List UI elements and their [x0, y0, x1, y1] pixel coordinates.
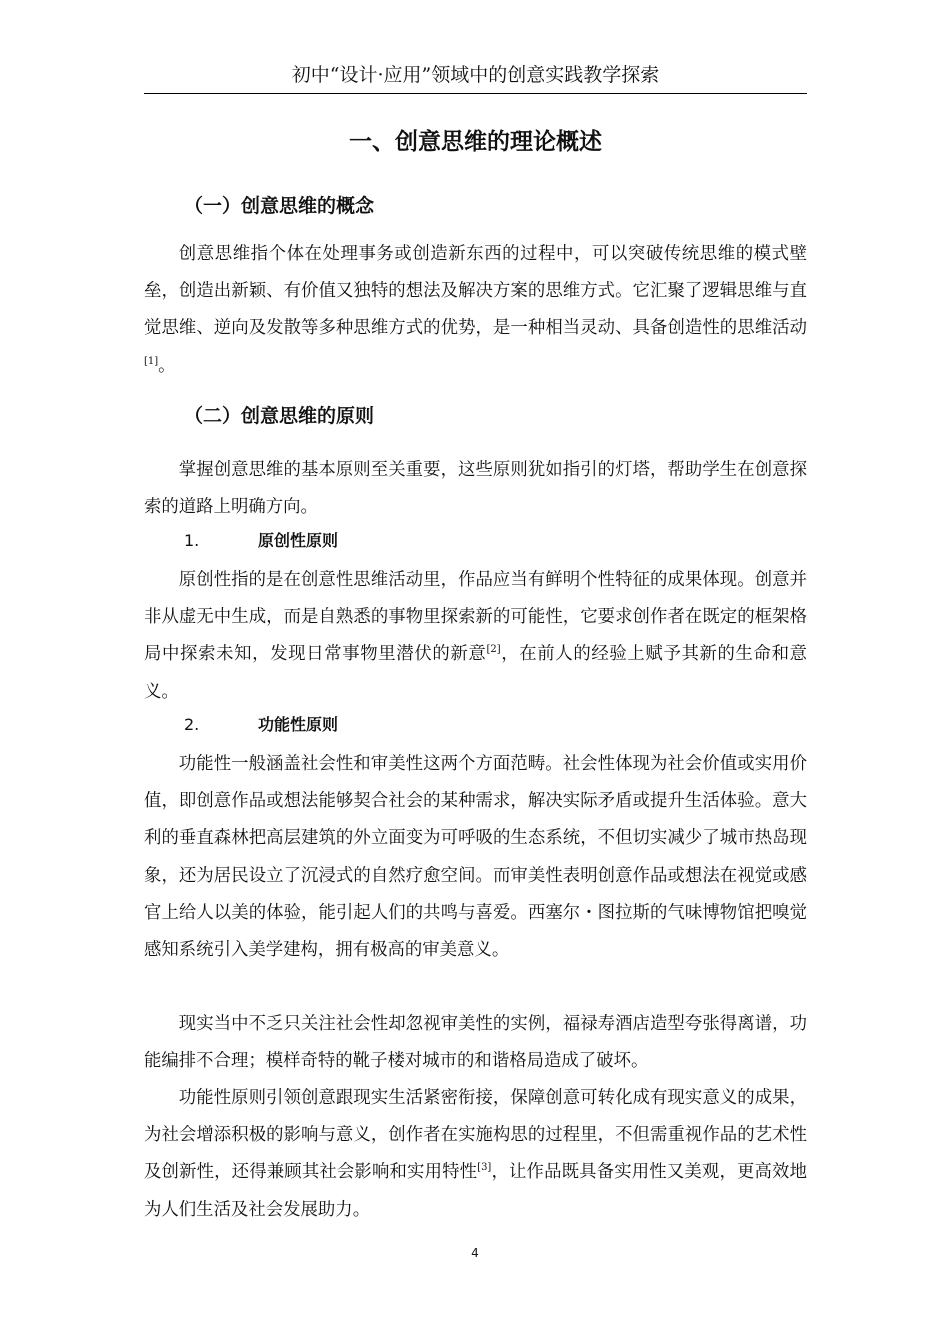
paragraph-functionality-3: [144, 1080, 807, 1229]
paragraph-text: 原创性指的是在创意性思维活动里，作品应当有鲜明个性特征的成果体现。创意并非从虚无中生成，而是自熟悉的事物里探索新的可能性，它要求创作者在既定的框架格局中探索未知，发现日常事物里潜伏的新意: [144, 570, 807, 665]
paragraph-text: 。: [158, 355, 176, 376]
paragraph-text: ，让作品既具备实用性又美观，更高效地为人们生活及社会发展助力。: [144, 1162, 807, 1220]
subheading-title: 原创性原则: [258, 531, 339, 550]
paragraph-concept: [144, 236, 807, 385]
citation: [1]: [144, 355, 159, 367]
subheading-originality: [184, 528, 338, 554]
list-number: 1.: [184, 531, 200, 550]
running-header: 初中“设计·应用”领域中的创意实践教学探索: [291, 64, 660, 86]
paragraph-text: 功能性原则引领创意跟现实生活紧密衔接，保障创意可转化成有现实意义的成果，为社会增添积极的影响与意义，创作者在实施构思的过程里，不但需重视作品的艺术性及创新性，还得兼顾其社会影响和实用特性: [144, 1088, 807, 1183]
paragraph-functionality-1: 功能性一般涵盖社会性和审美性这两个方面范畴。社会性体现为社会价值或实用价值，即创意作品或想法能够契合社会的某种需求，解决实际矛盾或提升生活体验。意大利的垂直森林把高层建筑的外立面变为可呼吸的生态系统，不但切实减少了城市热岛现象，还为居民设立了沉浸式的自然疗愈空间。而审美性表明创意作品或想法在视觉或感官上给人以美的体验，能引起人们的共鸣与喜爱。西塞尔・图拉斯的气味博物馆把嗅觉感知系统引入美学建构，拥有极高的审美意义。: [144, 754, 807, 961]
page-number: 4: [471, 1246, 479, 1260]
list-number: 2.: [184, 715, 200, 734]
paragraph-principles-intro: 掌握创意思维的基本原则至关重要，这些原则犹如指引的灯塔，帮助学生在创意探索的道路上明确方向。: [144, 460, 807, 518]
subheading-functionality: [184, 712, 338, 738]
paragraph-functionality-2: 现实当中不乏只关注社会性却忽视审美性的实例，福禄寿酒店造型夸张得离谱，功能编排不合理；模样奇特的靴子楼对城市的和谐格局造成了破坏。: [144, 1014, 807, 1072]
paragraph-originality: [144, 562, 807, 711]
paragraph-text: 创意思维指个体在处理事务或创造新东西的过程中，可以突破传统思维的模式壁垒，创造出新颖、有价值又独特的想法及解决方案的思维方式。它汇聚了逻辑思维与直觉思维、逆向及发散等多种思维方式的优势，是一种相当灵动、具备创造性的思维活动: [144, 244, 807, 339]
citation: [3]: [477, 1162, 492, 1174]
paragraph-text: ，在前人的经验上赋予其新的生命和意义。: [144, 644, 807, 702]
chapter-title: 一、创意思维的理论概述: [349, 129, 602, 155]
section-heading-principles: （二）创意思维的原则: [184, 405, 375, 427]
subheading-title: 功能性原则: [258, 715, 339, 734]
header-rule: [144, 93, 807, 94]
section-heading-concept: （一）创意思维的概念: [184, 195, 375, 217]
citation: [2]: [486, 644, 501, 656]
